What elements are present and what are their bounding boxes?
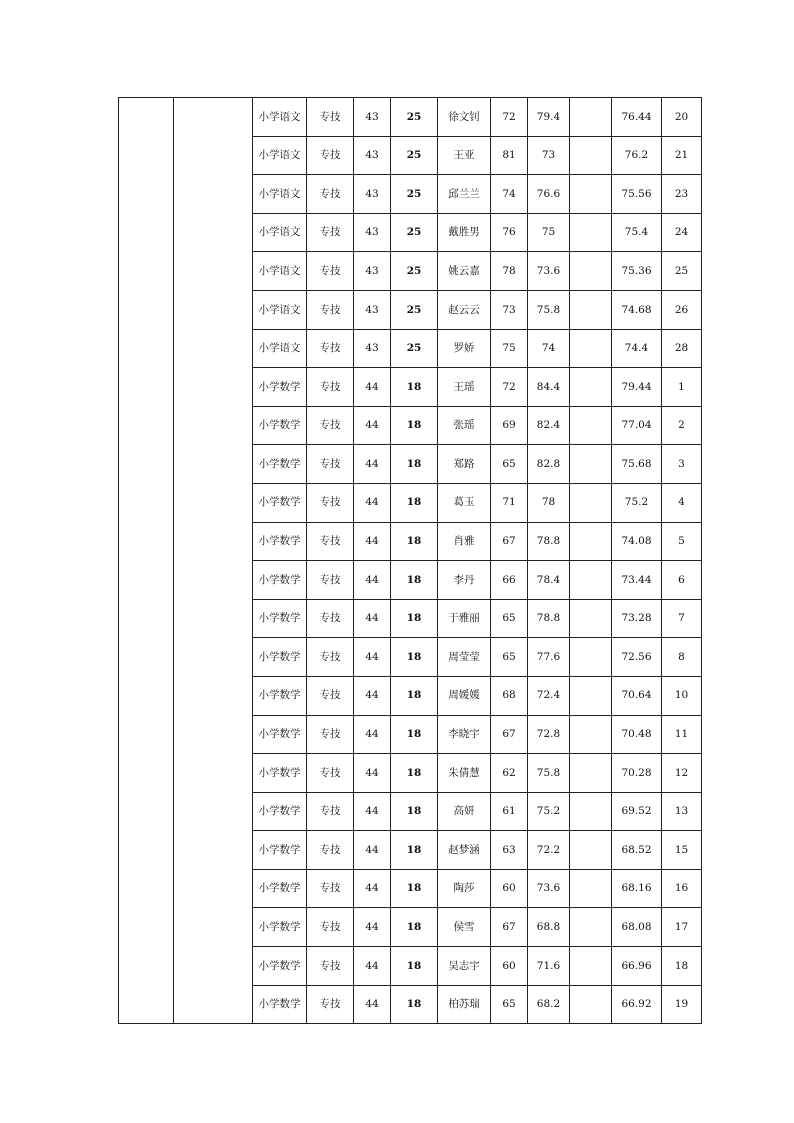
- position-code-cell: 43: [354, 175, 391, 214]
- subject-cell: 小学语文: [253, 329, 307, 368]
- interview-score-cell: 74: [528, 329, 570, 368]
- subject-cell: 小学数学: [253, 638, 307, 677]
- rank-cell: 15: [662, 831, 702, 870]
- written-score-cell: 67: [491, 522, 528, 561]
- extra-score-cell: [570, 638, 612, 677]
- position-code-cell: 44: [354, 869, 391, 908]
- subject-cell: 小学语文: [253, 252, 307, 291]
- rank-cell: 24: [662, 213, 702, 252]
- hire-count-cell: 25: [391, 175, 438, 214]
- position-code-cell: 44: [354, 368, 391, 407]
- candidate-name-cell: 于雅丽: [438, 599, 491, 638]
- extra-score-cell: [570, 908, 612, 947]
- position-code-cell: 44: [354, 522, 391, 561]
- rank-cell: 25: [662, 252, 702, 291]
- extra-score-cell: [570, 522, 612, 561]
- candidate-name-cell: 王亚: [438, 136, 491, 175]
- hire-count-cell: 18: [391, 869, 438, 908]
- total-score-cell: 76.2: [612, 136, 662, 175]
- interview-score-cell: 78: [528, 483, 570, 522]
- rank-cell: 11: [662, 715, 702, 754]
- category-cell: 专技: [307, 213, 354, 252]
- interview-score-cell: 82.4: [528, 406, 570, 445]
- written-score-cell: 65: [491, 985, 528, 1024]
- position-code-cell: 44: [354, 754, 391, 793]
- total-score-cell: 72.56: [612, 638, 662, 677]
- subject-cell: 小学语文: [253, 98, 307, 137]
- hire-count-cell: 25: [391, 136, 438, 175]
- subject-cell: 小学数学: [253, 483, 307, 522]
- written-score-cell: 60: [491, 869, 528, 908]
- position-code-cell: 44: [354, 947, 391, 986]
- rank-cell: 21: [662, 136, 702, 175]
- written-score-cell: 66: [491, 561, 528, 600]
- hire-count-cell: 18: [391, 522, 438, 561]
- position-code-cell: 44: [354, 406, 391, 445]
- subject-cell: 小学数学: [253, 715, 307, 754]
- category-cell: 专技: [307, 869, 354, 908]
- position-code-cell: 43: [354, 329, 391, 368]
- category-cell: 专技: [307, 445, 354, 484]
- candidate-name-cell: 朱倩慧: [438, 754, 491, 793]
- category-cell: 专技: [307, 368, 354, 407]
- hire-count-cell: 25: [391, 98, 438, 137]
- category-cell: 专技: [307, 483, 354, 522]
- category-cell: 专技: [307, 638, 354, 677]
- total-score-cell: 77.04: [612, 406, 662, 445]
- subject-cell: 小学数学: [253, 754, 307, 793]
- total-score-cell: 75.68: [612, 445, 662, 484]
- subject-cell: 小学数学: [253, 561, 307, 600]
- category-cell: 专技: [307, 792, 354, 831]
- written-score-cell: 73: [491, 290, 528, 329]
- rank-cell: 13: [662, 792, 702, 831]
- category-cell: 专技: [307, 329, 354, 368]
- position-code-cell: 44: [354, 445, 391, 484]
- interview-score-cell: 68.8: [528, 908, 570, 947]
- position-code-cell: 44: [354, 715, 391, 754]
- category-cell: 专技: [307, 947, 354, 986]
- subject-cell: 小学语文: [253, 290, 307, 329]
- candidate-name-cell: 葛玉: [438, 483, 491, 522]
- written-score-cell: 75: [491, 329, 528, 368]
- hire-count-cell: 25: [391, 213, 438, 252]
- candidate-name-cell: 郑路: [438, 445, 491, 484]
- total-score-cell: 74.68: [612, 290, 662, 329]
- rank-cell: 16: [662, 869, 702, 908]
- position-code-cell: 44: [354, 561, 391, 600]
- total-score-cell: 75.4: [612, 213, 662, 252]
- total-score-cell: 73.28: [612, 599, 662, 638]
- written-score-cell: 62: [491, 754, 528, 793]
- interview-score-cell: 79.4: [528, 98, 570, 137]
- candidate-name-cell: 王瑶: [438, 368, 491, 407]
- rank-cell: 5: [662, 522, 702, 561]
- rank-cell: 26: [662, 290, 702, 329]
- subject-cell: 小学数学: [253, 676, 307, 715]
- interview-score-cell: 78.4: [528, 561, 570, 600]
- written-score-cell: 67: [491, 908, 528, 947]
- hire-count-cell: 18: [391, 831, 438, 870]
- written-score-cell: 65: [491, 599, 528, 638]
- candidate-name-cell: 陶莎: [438, 869, 491, 908]
- interview-score-cell: 82.8: [528, 445, 570, 484]
- rank-cell: 12: [662, 754, 702, 793]
- extra-score-cell: [570, 676, 612, 715]
- hire-count-cell: 18: [391, 947, 438, 986]
- interview-score-cell: 71.6: [528, 947, 570, 986]
- subject-cell: 小学数学: [253, 599, 307, 638]
- written-score-cell: 63: [491, 831, 528, 870]
- extra-score-cell: [570, 483, 612, 522]
- candidate-name-cell: 周莹莹: [438, 638, 491, 677]
- rank-cell: 1: [662, 368, 702, 407]
- rank-cell: 23: [662, 175, 702, 214]
- candidate-name-cell: 肖雅: [438, 522, 491, 561]
- extra-score-cell: [570, 715, 612, 754]
- category-cell: 专技: [307, 715, 354, 754]
- extra-score-cell: [570, 406, 612, 445]
- candidate-name-cell: 徐文钊: [438, 98, 491, 137]
- total-score-cell: 70.28: [612, 754, 662, 793]
- interview-score-cell: 77.6: [528, 638, 570, 677]
- interview-score-cell: 78.8: [528, 599, 570, 638]
- candidate-name-cell: 邱兰兰: [438, 175, 491, 214]
- written-score-cell: 68: [491, 676, 528, 715]
- table-body: [119, 98, 702, 1024]
- hire-count-cell: 18: [391, 985, 438, 1024]
- hire-count-cell: 18: [391, 483, 438, 522]
- hire-count-cell: 18: [391, 715, 438, 754]
- candidate-name-cell: 高妍: [438, 792, 491, 831]
- rank-cell: 2: [662, 406, 702, 445]
- written-score-cell: 72: [491, 368, 528, 407]
- total-score-cell: 75.56: [612, 175, 662, 214]
- interview-score-cell: 73: [528, 136, 570, 175]
- total-score-cell: 68.08: [612, 908, 662, 947]
- hire-count-cell: 18: [391, 561, 438, 600]
- interview-score-cell: 75: [528, 213, 570, 252]
- position-code-cell: 44: [354, 483, 391, 522]
- extra-score-cell: [570, 252, 612, 291]
- subject-cell: 小学语文: [253, 136, 307, 175]
- extra-score-cell: [570, 445, 612, 484]
- candidate-name-cell: 张瑶: [438, 406, 491, 445]
- candidate-name-cell: 侯雪: [438, 908, 491, 947]
- position-code-cell: 44: [354, 599, 391, 638]
- hire-count-cell: 25: [391, 329, 438, 368]
- extra-score-cell: [570, 98, 612, 137]
- rank-cell: 17: [662, 908, 702, 947]
- extra-score-cell: [570, 869, 612, 908]
- extra-score-cell: [570, 947, 612, 986]
- extra-score-cell: [570, 329, 612, 368]
- position-code-cell: 43: [354, 98, 391, 137]
- extra-score-cell: [570, 754, 612, 793]
- extra-score-cell: [570, 175, 612, 214]
- written-score-cell: 61: [491, 792, 528, 831]
- hire-count-cell: 18: [391, 368, 438, 407]
- subject-cell: 小学数学: [253, 792, 307, 831]
- candidate-name-cell: 戴胜男: [438, 213, 491, 252]
- category-cell: 专技: [307, 136, 354, 175]
- subject-cell: 小学语文: [253, 213, 307, 252]
- interview-score-cell: 84.4: [528, 368, 570, 407]
- category-cell: 专技: [307, 98, 354, 137]
- interview-score-cell: 72.4: [528, 676, 570, 715]
- extra-score-cell: [570, 368, 612, 407]
- rank-cell: 7: [662, 599, 702, 638]
- interview-score-cell: 75.8: [528, 754, 570, 793]
- candidate-name-cell: 周媛媛: [438, 676, 491, 715]
- rank-cell: 10: [662, 676, 702, 715]
- hire-count-cell: 18: [391, 599, 438, 638]
- candidate-name-cell: 吴志宇: [438, 947, 491, 986]
- interview-score-cell: 75.8: [528, 290, 570, 329]
- subject-cell: 小学数学: [253, 831, 307, 870]
- hire-count-cell: 25: [391, 290, 438, 329]
- rank-cell: 4: [662, 483, 702, 522]
- hire-count-cell: 18: [391, 676, 438, 715]
- merged-school-cell: [174, 98, 253, 1024]
- written-score-cell: 76: [491, 213, 528, 252]
- total-score-cell: 74.08: [612, 522, 662, 561]
- position-code-cell: 43: [354, 136, 391, 175]
- rank-cell: 28: [662, 329, 702, 368]
- rank-cell: 6: [662, 561, 702, 600]
- category-cell: 专技: [307, 561, 354, 600]
- subject-cell: 小学数学: [253, 368, 307, 407]
- interview-score-cell: 72.8: [528, 715, 570, 754]
- rank-cell: 8: [662, 638, 702, 677]
- candidate-name-cell: 赵梦涵: [438, 831, 491, 870]
- subject-cell: 小学数学: [253, 406, 307, 445]
- extra-score-cell: [570, 831, 612, 870]
- subject-cell: 小学数学: [253, 522, 307, 561]
- category-cell: 专技: [307, 908, 354, 947]
- category-cell: 专技: [307, 831, 354, 870]
- score-table: [118, 97, 702, 1024]
- table-row: [119, 98, 702, 137]
- hire-count-cell: 18: [391, 754, 438, 793]
- category-cell: 专技: [307, 406, 354, 445]
- position-code-cell: 43: [354, 213, 391, 252]
- extra-score-cell: [570, 136, 612, 175]
- hire-count-cell: 18: [391, 406, 438, 445]
- interview-score-cell: 68.2: [528, 985, 570, 1024]
- rank-cell: 3: [662, 445, 702, 484]
- total-score-cell: 70.64: [612, 676, 662, 715]
- category-cell: 专技: [307, 985, 354, 1024]
- total-score-cell: 70.48: [612, 715, 662, 754]
- written-score-cell: 60: [491, 947, 528, 986]
- total-score-cell: 68.52: [612, 831, 662, 870]
- category-cell: 专技: [307, 175, 354, 214]
- subject-cell: 小学语文: [253, 175, 307, 214]
- position-code-cell: 44: [354, 908, 391, 947]
- hire-count-cell: 18: [391, 445, 438, 484]
- written-score-cell: 67: [491, 715, 528, 754]
- rank-cell: 19: [662, 985, 702, 1024]
- interview-score-cell: 73.6: [528, 252, 570, 291]
- candidate-name-cell: 姚云嘉: [438, 252, 491, 291]
- total-score-cell: 73.44: [612, 561, 662, 600]
- written-score-cell: 71: [491, 483, 528, 522]
- rank-cell: 18: [662, 947, 702, 986]
- position-code-cell: 44: [354, 676, 391, 715]
- interview-score-cell: 75.2: [528, 792, 570, 831]
- category-cell: 专技: [307, 522, 354, 561]
- total-score-cell: 75.36: [612, 252, 662, 291]
- total-score-cell: 79.44: [612, 368, 662, 407]
- candidate-name-cell: 罗娇: [438, 329, 491, 368]
- category-cell: 专技: [307, 290, 354, 329]
- candidate-name-cell: 李晓宇: [438, 715, 491, 754]
- category-cell: 专技: [307, 676, 354, 715]
- hire-count-cell: 18: [391, 638, 438, 677]
- extra-score-cell: [570, 599, 612, 638]
- category-cell: 专技: [307, 252, 354, 291]
- written-score-cell: 74: [491, 175, 528, 214]
- total-score-cell: 66.96: [612, 947, 662, 986]
- position-code-cell: 44: [354, 985, 391, 1024]
- category-cell: 专技: [307, 754, 354, 793]
- interview-score-cell: 72.2: [528, 831, 570, 870]
- candidate-name-cell: 李丹: [438, 561, 491, 600]
- written-score-cell: 65: [491, 445, 528, 484]
- merged-unit-cell: [119, 98, 174, 1024]
- written-score-cell: 69: [491, 406, 528, 445]
- category-cell: 专技: [307, 599, 354, 638]
- position-code-cell: 44: [354, 638, 391, 677]
- extra-score-cell: [570, 561, 612, 600]
- subject-cell: 小学数学: [253, 985, 307, 1024]
- subject-cell: 小学数学: [253, 947, 307, 986]
- written-score-cell: 81: [491, 136, 528, 175]
- written-score-cell: 72: [491, 98, 528, 137]
- candidate-name-cell: 赵云云: [438, 290, 491, 329]
- position-code-cell: 44: [354, 792, 391, 831]
- extra-score-cell: [570, 985, 612, 1024]
- position-code-cell: 43: [354, 290, 391, 329]
- extra-score-cell: [570, 213, 612, 252]
- position-code-cell: 43: [354, 252, 391, 291]
- subject-cell: 小学数学: [253, 908, 307, 947]
- total-score-cell: 76.44: [612, 98, 662, 137]
- subject-cell: 小学数学: [253, 445, 307, 484]
- hire-count-cell: 18: [391, 908, 438, 947]
- subject-cell: 小学数学: [253, 869, 307, 908]
- extra-score-cell: [570, 792, 612, 831]
- interview-score-cell: 76.6: [528, 175, 570, 214]
- extra-score-cell: [570, 290, 612, 329]
- candidate-name-cell: 柏苏瑞: [438, 985, 491, 1024]
- interview-score-cell: 78.8: [528, 522, 570, 561]
- total-score-cell: 74.4: [612, 329, 662, 368]
- hire-count-cell: 25: [391, 252, 438, 291]
- hire-count-cell: 18: [391, 792, 438, 831]
- position-code-cell: 44: [354, 831, 391, 870]
- total-score-cell: 68.16: [612, 869, 662, 908]
- interview-score-cell: 73.6: [528, 869, 570, 908]
- written-score-cell: 78: [491, 252, 528, 291]
- total-score-cell: 69.52: [612, 792, 662, 831]
- written-score-cell: 65: [491, 638, 528, 677]
- total-score-cell: 75.2: [612, 483, 662, 522]
- total-score-cell: 66.92: [612, 985, 662, 1024]
- rank-cell: 20: [662, 98, 702, 137]
